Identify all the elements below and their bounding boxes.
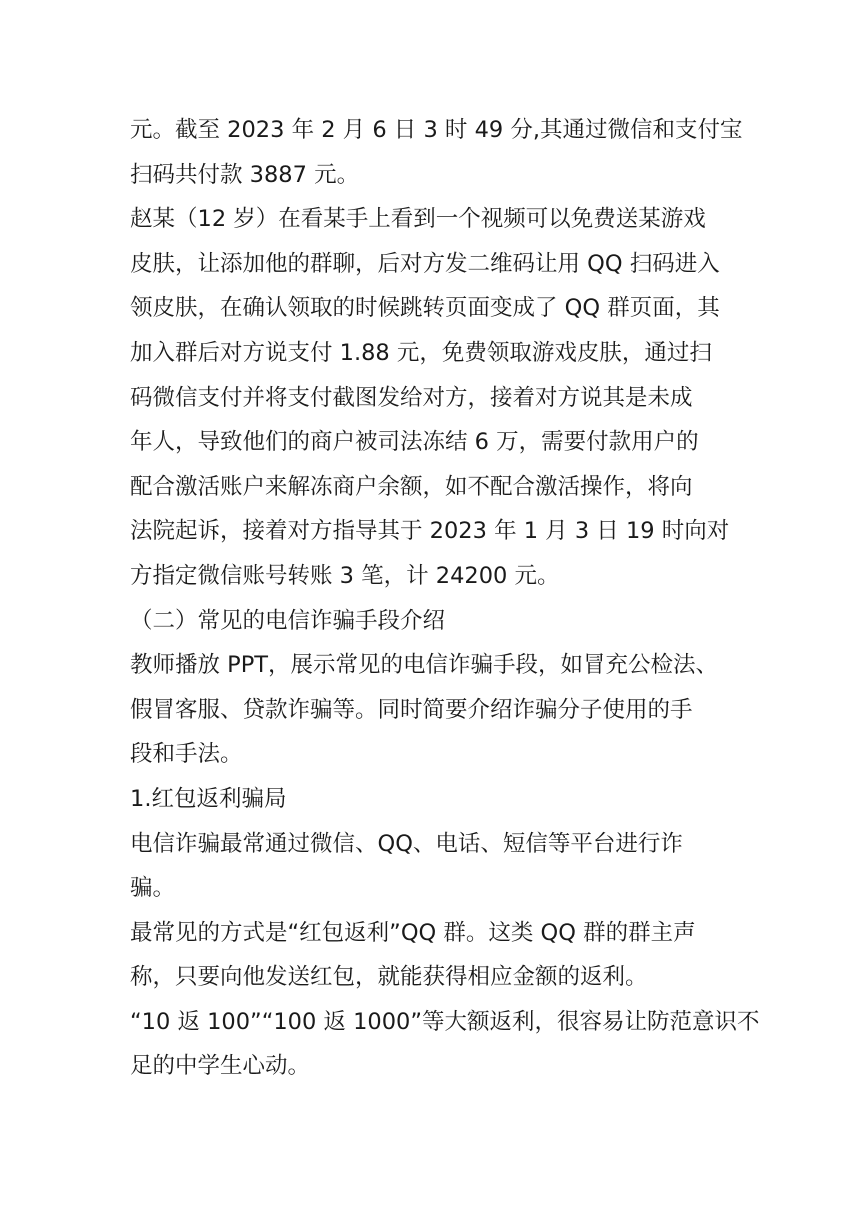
text-line: 领皮肤，在确认领取的时候跳转页面变成了 QQ 群页面，其 xyxy=(130,295,720,322)
document-body xyxy=(130,108,760,1089)
text-line: 假冒客服、贷款诈骗等。同时简要介绍诈骗分子使用的手 xyxy=(130,696,693,723)
text-line: “10 返 100”“100 返 1000”等大额返利，很容易让防范意识不 xyxy=(130,1008,760,1035)
text-line: 法院起诉，接着对方指导其于 2023 年 1 月 3 日 19 时向对 xyxy=(130,518,730,545)
text-line: 扫码共付款 3887 元。 xyxy=(130,161,360,188)
text-line: 方指定微信账号转账 3 笔，计 24200 元。 xyxy=(130,562,560,589)
text-line: 段和手法。 xyxy=(130,741,243,768)
text-line: 加入群后对方说支付 1.88 元，免费领取游戏皮肤，通过扫 xyxy=(130,339,712,366)
text-line: 最常见的方式是“红包返利”QQ 群。这类 QQ 群的群主声 xyxy=(130,919,696,946)
text-line: 电信诈骗最常通过微信、QQ、电话、短信等平台进行诈 xyxy=(130,830,683,857)
section-heading: （二）常见的电信诈骗手段介绍 xyxy=(130,607,446,634)
subsection-heading: 1.红包返利骗局 xyxy=(130,785,287,812)
text-line: 赵某（12 岁）在看某手上看到一个视频可以免费送某游戏 xyxy=(130,206,706,233)
text-line: 元。截至 2023 年 2 月 6 日 3 时 49 分,其通过微信和支付宝 xyxy=(130,117,743,143)
text-line: 骗。 xyxy=(130,875,176,902)
text-line: 皮肤，让添加他的群聊，后对方发二维码让用 QQ 扫码进入 xyxy=(130,250,720,277)
text-line: 称，只要向他发送红包，就能获得相应金额的返利。 xyxy=(130,964,648,991)
text-line: 教师播放 PPT，展示常见的电信诈骗手段，如冒充公检法、 xyxy=(130,652,719,679)
text-line: 码微信支付并将支付截图发给对方，接着对方说其是未成 xyxy=(130,384,693,411)
text-line: 配合激活账户来解冻商户余额，如不配合激活操作，将向 xyxy=(130,473,693,500)
text-line: 年人，导致他们的商户被司法冻结 6 万，需要付款用户的 xyxy=(130,429,699,456)
text-line: 足的中学生心动。 xyxy=(130,1053,311,1080)
